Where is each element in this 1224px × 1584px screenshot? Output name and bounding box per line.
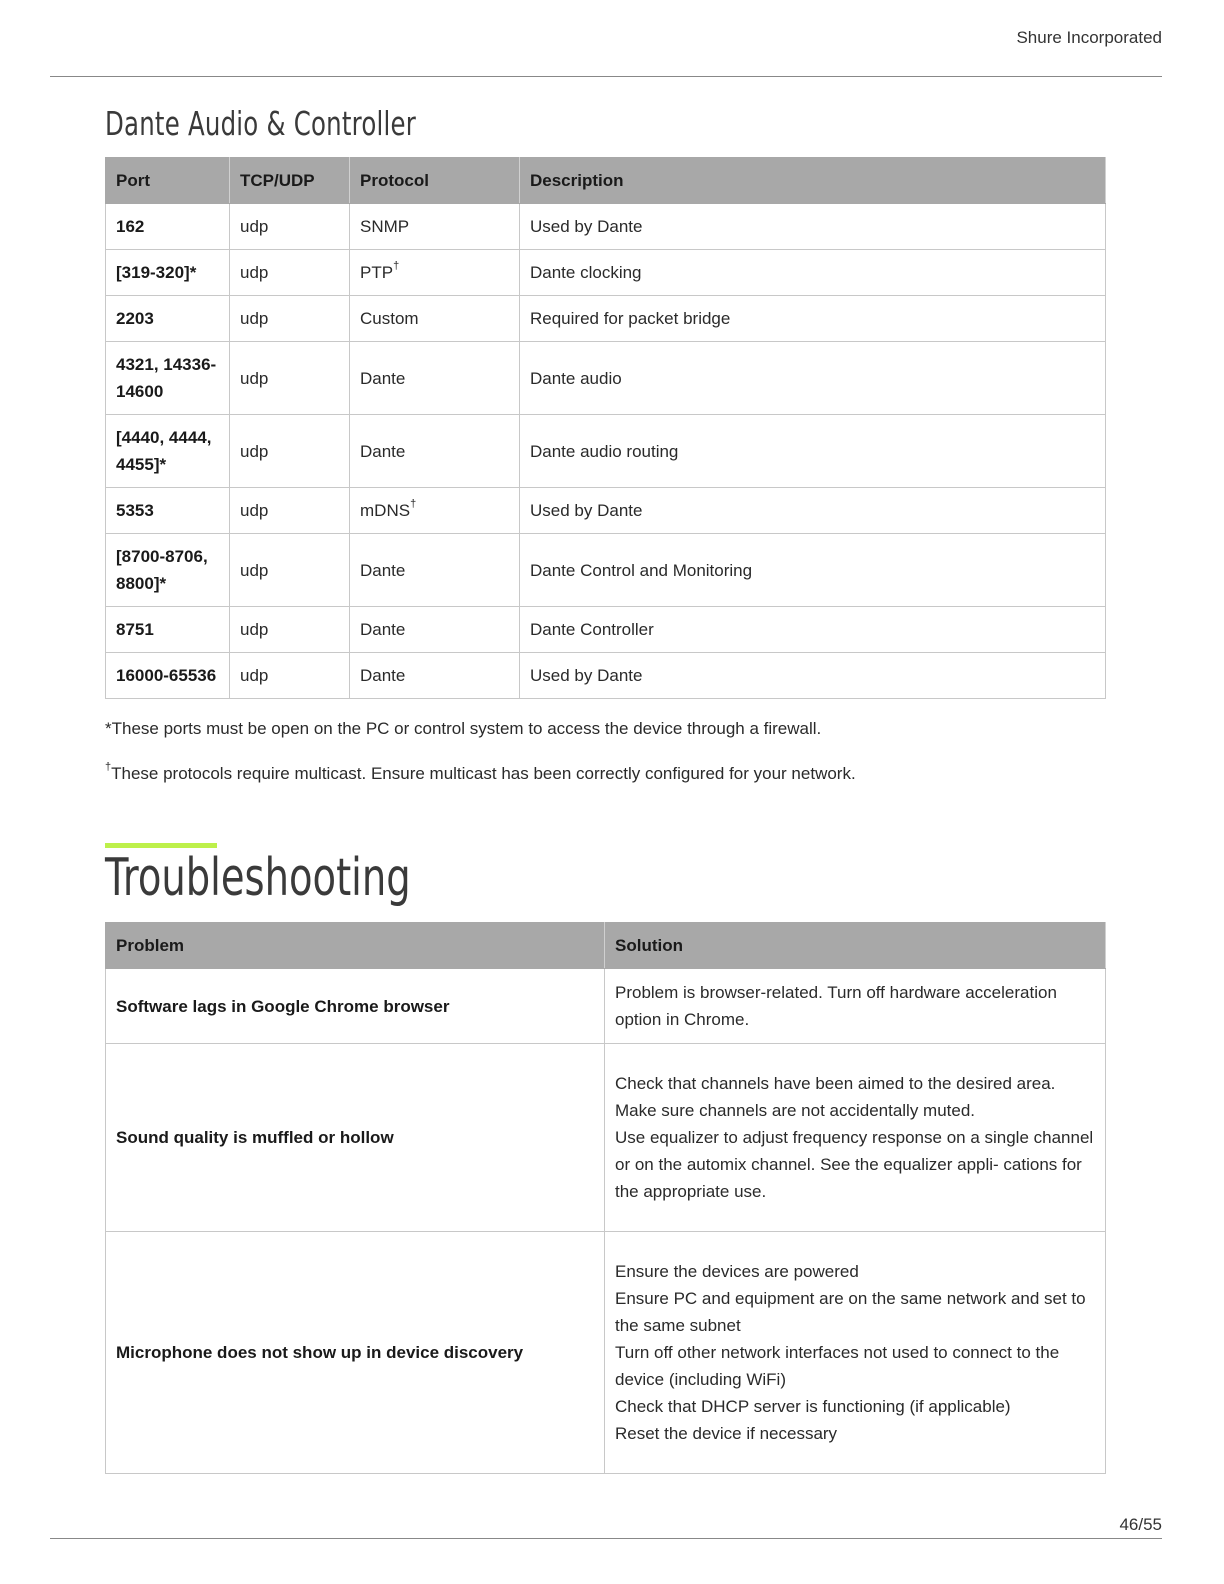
description-cell: Required for packet bridge <box>520 296 1106 342</box>
protocol-name: Dante <box>360 666 406 685</box>
table-row <box>106 653 1106 699</box>
protocol-cell <box>350 204 520 250</box>
description-cell: Dante audio routing <box>520 415 1106 488</box>
solution-cell <box>605 969 1106 1044</box>
protocol-name: Dante <box>360 368 406 388</box>
company-name: Shure Incorporated <box>1016 28 1162 47</box>
column-header-solution: Solution <box>605 923 1106 969</box>
description-cell: Dante Control and Monitoring <box>520 534 1106 607</box>
port-cell: 4321, 14336-14600 <box>106 342 230 415</box>
protocol-name: Dante <box>360 560 406 580</box>
port-cell: [4440, 4444, 4455]* <box>106 415 230 488</box>
solution-line: Turn off other network interfaces not used to connect to the device (including WiFi) <box>615 1343 1060 1389</box>
solution-line: Use equalizer to adjust frequency response on a single channel or on the automix channel. See the equalizer appli- cations for the appropriate use. <box>615 1128 1094 1201</box>
protocol-name: Dante <box>360 620 406 639</box>
solution-cell <box>605 1044 1106 1232</box>
protocol-cell <box>350 415 520 488</box>
description-cell: Dante clocking <box>520 250 1106 296</box>
multicast-mark: † <box>393 260 400 273</box>
column-header-protocol: Protocol <box>350 158 520 204</box>
description-cell: Dante audio <box>520 342 1106 415</box>
protocol-cell <box>350 296 520 342</box>
table-row <box>106 342 1106 415</box>
troubleshooting-table <box>105 922 1106 1474</box>
protocol-cell <box>350 250 520 296</box>
transport-cell: udp <box>230 653 350 699</box>
solution-line: Reset the device if necessary <box>615 1424 838 1443</box>
transport-cell: udp <box>230 204 350 250</box>
transport-cell: udp <box>230 296 350 342</box>
port-cell: [8700-8706, 8800]* <box>106 534 230 607</box>
ports-table-header <box>106 158 1106 204</box>
solution-line: Make sure channels are not accidentally muted. <box>615 1101 976 1120</box>
port-cell: 2203 <box>106 296 230 342</box>
protocol-name: Dante <box>360 441 406 461</box>
table-row <box>106 607 1106 653</box>
table-row <box>106 296 1106 342</box>
transport-cell: udp <box>230 534 350 607</box>
column-header-port: Port <box>106 158 230 204</box>
port-cell: [319-320]* <box>106 250 230 296</box>
table-row <box>106 1232 1106 1474</box>
footnote-multicast <box>105 761 856 784</box>
description-cell: Used by Dante <box>520 204 1106 250</box>
transport-cell: udp <box>230 607 350 653</box>
footnote-mark: † <box>105 761 112 774</box>
table-row <box>106 250 1106 296</box>
solution-line: Check that DHCP server is functioning (if applicable) <box>615 1397 1011 1416</box>
protocol-name: Custom <box>360 309 419 328</box>
header-divider <box>50 76 1162 77</box>
column-header-problem: Problem <box>106 923 605 969</box>
protocol-name: PTP <box>360 263 394 282</box>
section-title-troubleshooting: Troubleshooting <box>105 848 411 908</box>
table-row <box>106 488 1106 534</box>
description-cell: Used by Dante <box>520 488 1106 534</box>
solution-cell <box>605 1232 1106 1474</box>
port-cell: 8751 <box>106 607 230 653</box>
footnote-firewall: *These ports must be open on the PC or control system to access the device through a firewall. <box>105 719 822 738</box>
table-row <box>106 969 1106 1044</box>
page-number: 46/55 <box>1119 1515 1162 1534</box>
transport-cell: udp <box>230 250 350 296</box>
problem-cell: Sound quality is muffled or hollow <box>106 1044 605 1232</box>
problem-cell: Software lags in Google Chrome browser <box>106 969 605 1044</box>
solution-line: Ensure PC and equipment are on the same network and set to the same subnet <box>615 1289 1086 1335</box>
multicast-mark: † <box>410 498 417 511</box>
transport-cell: udp <box>230 488 350 534</box>
transport-cell: udp <box>230 415 350 488</box>
protocol-name: mDNS <box>360 501 411 520</box>
protocol-cell <box>350 488 520 534</box>
description-cell: Used by Dante <box>520 653 1106 699</box>
ports-table <box>105 157 1106 699</box>
protocol-name: SNMP <box>360 217 410 236</box>
column-header-description: Description <box>520 158 1106 204</box>
solution-line: Check that channels have been aimed to the desired area. <box>615 1074 1056 1093</box>
footnote-multicast-text: These protocols require multicast. Ensure multicast has been correctly configured for your network. <box>111 764 856 783</box>
port-cell: 5353 <box>106 488 230 534</box>
port-cell: 16000-65536 <box>106 653 230 699</box>
transport-cell: udp <box>230 342 350 415</box>
table-row <box>106 415 1106 488</box>
description-cell: Dante Controller <box>520 607 1106 653</box>
protocol-cell <box>350 342 520 415</box>
problem-cell: Microphone does not show up in device discovery <box>106 1232 605 1474</box>
table-row <box>106 1044 1106 1232</box>
troubleshooting-table-header <box>106 923 1106 969</box>
protocol-cell <box>350 607 520 653</box>
column-header-tcp-udp: TCP/UDP <box>230 158 350 204</box>
solution-line: Ensure the devices are powered <box>615 1262 859 1281</box>
table-row <box>106 204 1106 250</box>
protocol-cell <box>350 653 520 699</box>
solution-line: Problem is browser-related. Turn off hardware acceleration option in Chrome. <box>615 983 1057 1029</box>
table-row <box>106 534 1106 607</box>
port-cell: 162 <box>106 204 230 250</box>
footer-divider <box>50 1538 1162 1539</box>
protocol-cell <box>350 534 520 607</box>
section-title-dante: Dante Audio & Controller <box>105 104 417 143</box>
